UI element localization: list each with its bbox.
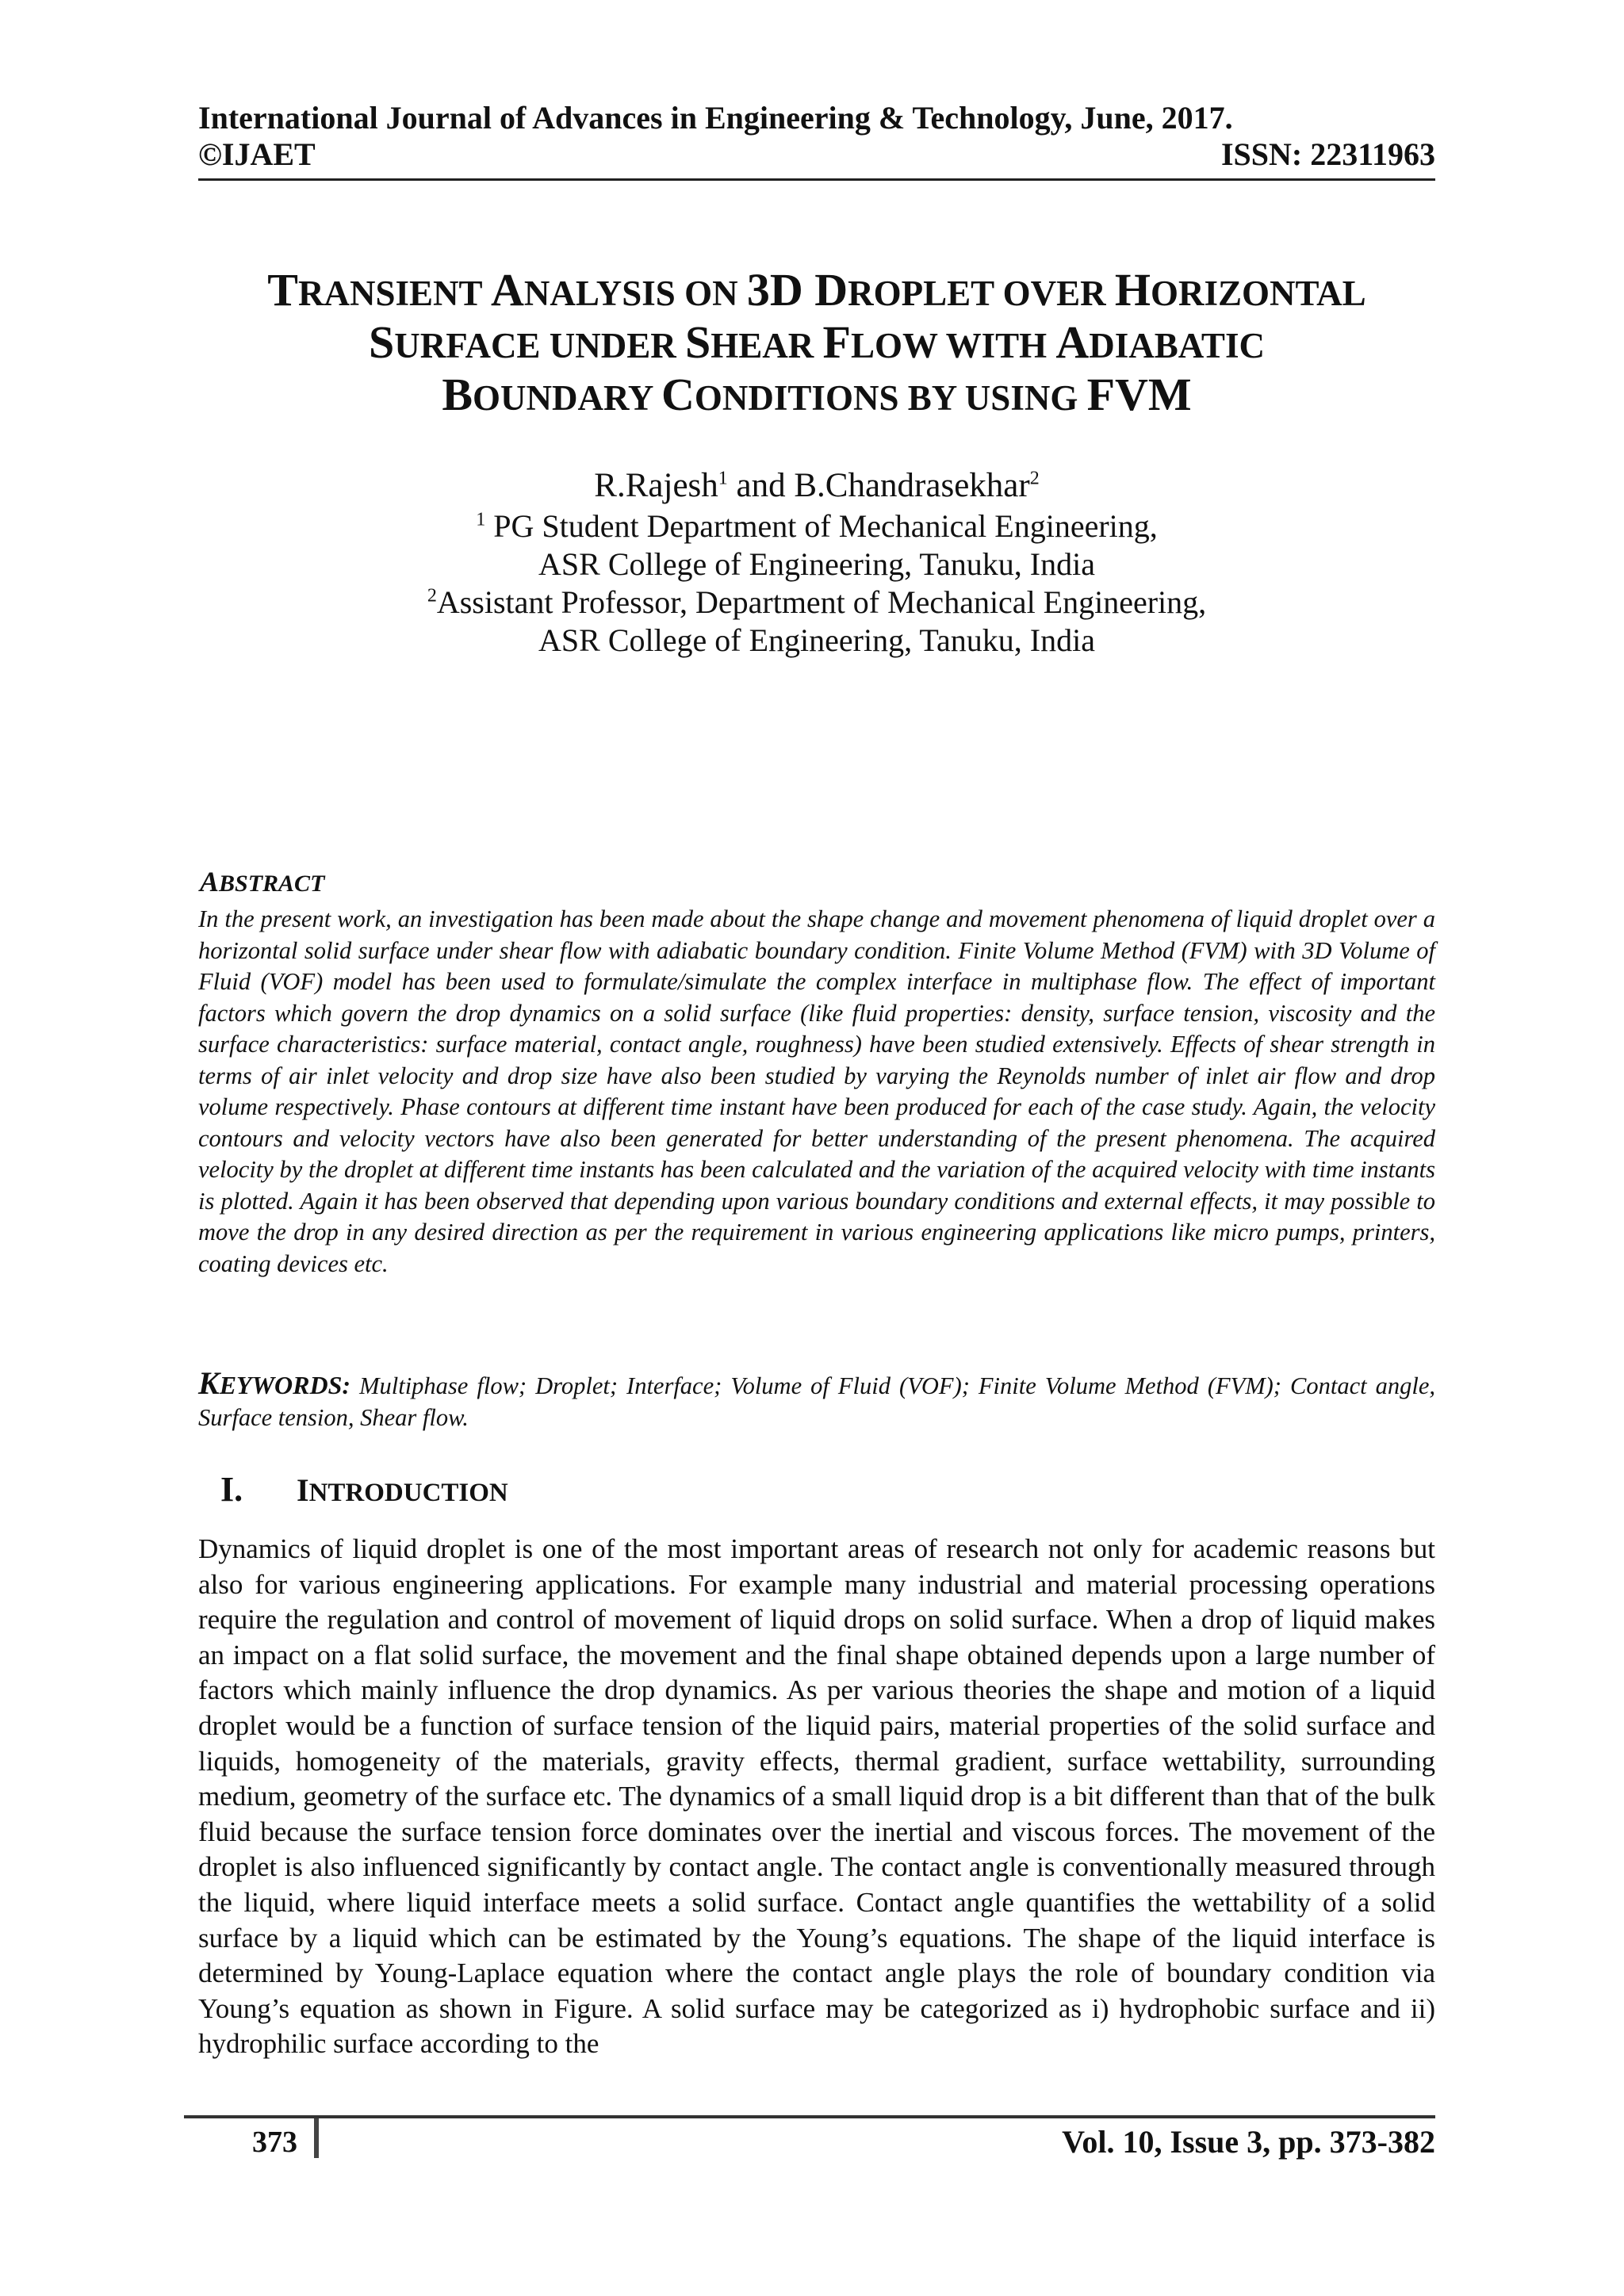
- section-title-initial: I: [297, 1472, 309, 1508]
- volume-info: Vol. 10, Issue 3, pp. 373-382: [1062, 2124, 1435, 2160]
- title-segment: F: [822, 316, 851, 368]
- running-header: [198, 100, 1435, 173]
- abstract-text: In the present work, an investigation has been made about the shape change and movement phenomena of liquid droplet over a horizontal solid surface under shear flow with adiabatic boundary condition. Finite Volume Method (FVM) with 3D Volume of Fluid (VOF) model has been used to formulate/simulate the complex interface in multiphase flow. The effect of important factors which govern the drop dynamics on a solid surface (like fluid properties: density, surface tension, viscosity and the surface characteristics: surface material, contact angle, roughness) have been studied extensively. Effects of shear strength in terms of air inlet velocity and drop size have also been studied by varying the Reynolds number of inlet air flow and drop volume respectively. Phase contours at different time instant have been produced for each of the case study. Again, the velocity contours and velocity vectors have also been generated for better understanding of the present phenomena. The acquired velocity by the droplet at different time instants has been calculated and the variation of the acquired velocity with time instants is plotted. Again it has been observed that depending upon various boundary conditions and external effects, it may possible to move the drop in any desired direction as per the requirement in various engineering applications like micro pumps, printers, coating devices etc.: [198, 905, 1435, 1277]
- author-block: [198, 465, 1435, 660]
- title-segment: ROPLET OVER: [848, 274, 1115, 313]
- footer-divider: [314, 2118, 319, 2158]
- title-segment: S: [369, 316, 395, 368]
- abstract-heading: [200, 864, 324, 901]
- title-segment: NALYSIS ON: [523, 274, 747, 313]
- affiliation-2-line-2: ASR College of Engineering, Tanuku, India: [538, 622, 1095, 658]
- affiliation-1-mark: 1: [476, 509, 486, 530]
- title-segment: S: [684, 316, 711, 368]
- title-segment: ONDITIONS BY USING: [694, 378, 1087, 418]
- title-segment: OUNDARY: [473, 378, 662, 418]
- affiliation-1-line-1: PG Student Department of Mechanical Engineering,: [493, 508, 1158, 544]
- affiliation-1: [198, 507, 1435, 545]
- title-segment: FVM: [1086, 369, 1192, 420]
- keywords-label: [198, 1365, 350, 1401]
- title-segment: LOW WITH: [850, 326, 1056, 365]
- title-segment: 3D D: [746, 264, 848, 316]
- title-line-2: [198, 318, 1435, 370]
- title-segment: B: [442, 369, 473, 420]
- title-segment: T: [267, 264, 298, 316]
- publisher-mark: ©IJAET: [198, 136, 316, 172]
- author-1: R.Rajesh: [594, 467, 718, 504]
- title-segment: URFACE UNDER: [394, 326, 685, 365]
- section-heading-introduction: [220, 1471, 508, 1512]
- title-line-1: [198, 266, 1435, 318]
- title-segment: ORIZONTAL: [1150, 274, 1366, 313]
- title-segment: A: [490, 264, 524, 316]
- affiliation-1-line-2: ASR College of Engineering, Tanuku, India: [538, 546, 1095, 582]
- section-number: I.: [220, 1470, 243, 1509]
- author-conjunction: and: [736, 467, 786, 504]
- author-1-mark: 1: [718, 468, 728, 489]
- affiliation-2: [198, 584, 1435, 622]
- introduction-text: Dynamics of liquid droplet is one of the most important areas of research not only for academic reasons but also for various engineering applications. For example many industrial and material processing operations require the regulation and control of movement of liquid drops on solid surface. When a drop of liquid makes an impact on a flat solid surface, the movement and the final shape obtained depends upon a large number of factors which mainly influence the drop dynamics. As per various theories the shape and motion of a liquid droplet would be a function of surface tension of the liquid pairs, material properties of the solid surface and liquids, homogeneity of the materials, gravity effects, thermal gradient, surface wettability, surrounding medium, geometry of the surface etc. The dynamics of a small liquid drop is a bit different than that of the bulk fluid because the surface tension force dominates over the inertial and viscous forces. The movement of the droplet is also influenced significantly by contact angle. The contact angle is conventionally measured through the liquid, where liquid interface meets a solid surface. Contact angle quantifies the wettability of a solid surface by a liquid which can be estimated by the Young’s equations. The shape of the liquid interface is determined by Young-Laplace equation where the contact angle plays the role of boundary condition via Young’s equation as shown in Figure. A solid surface may be categorized as i) hydrophobic surface and ii) hydrophilic surface according to the: [198, 1533, 1435, 2060]
- author-2: B.Chandrasekhar: [794, 467, 1030, 504]
- keywords-text: Multiphase flow; Droplet; Interface; Volume of Fluid (VOF); Finite Volume Method (FVM); Contact angle, Surface tension, Shear flow.: [198, 1372, 1436, 1431]
- keywords-label-initial: K: [198, 1365, 220, 1401]
- title-segment: DIABATIC: [1089, 326, 1265, 365]
- keywords: [198, 1365, 1436, 1433]
- section-title-rest: NTRODUCTION: [308, 1479, 508, 1507]
- header-rule: [198, 178, 1435, 181]
- keywords-label-rest: EYWORDS:: [219, 1371, 351, 1399]
- title-segment: HEAR: [710, 326, 823, 365]
- page-number: 373: [252, 2126, 297, 2159]
- footer-rule: [184, 2115, 1435, 2118]
- title-line-3: [198, 370, 1435, 423]
- abstract-heading-rest: BSTRACT: [219, 871, 325, 897]
- abstract-heading-initial: A: [200, 866, 220, 897]
- issn: ISSN: 22311963: [1220, 136, 1435, 172]
- author-2-mark: 2: [1029, 468, 1040, 489]
- paper-title: [198, 266, 1435, 423]
- title-segment: A: [1055, 316, 1090, 368]
- journal-name: International Journal of Advances in Engineering & Technology, June, 2017.: [198, 100, 1233, 136]
- title-segment: H: [1114, 264, 1151, 316]
- author-names: [198, 465, 1435, 507]
- title-segment: C: [661, 369, 695, 420]
- title-segment: RANSIENT: [297, 274, 491, 313]
- affiliation-2-mark: 2: [427, 585, 437, 607]
- affiliation-2-line-1: Assistant Professor, Department of Mechanical Engineering,: [436, 584, 1207, 620]
